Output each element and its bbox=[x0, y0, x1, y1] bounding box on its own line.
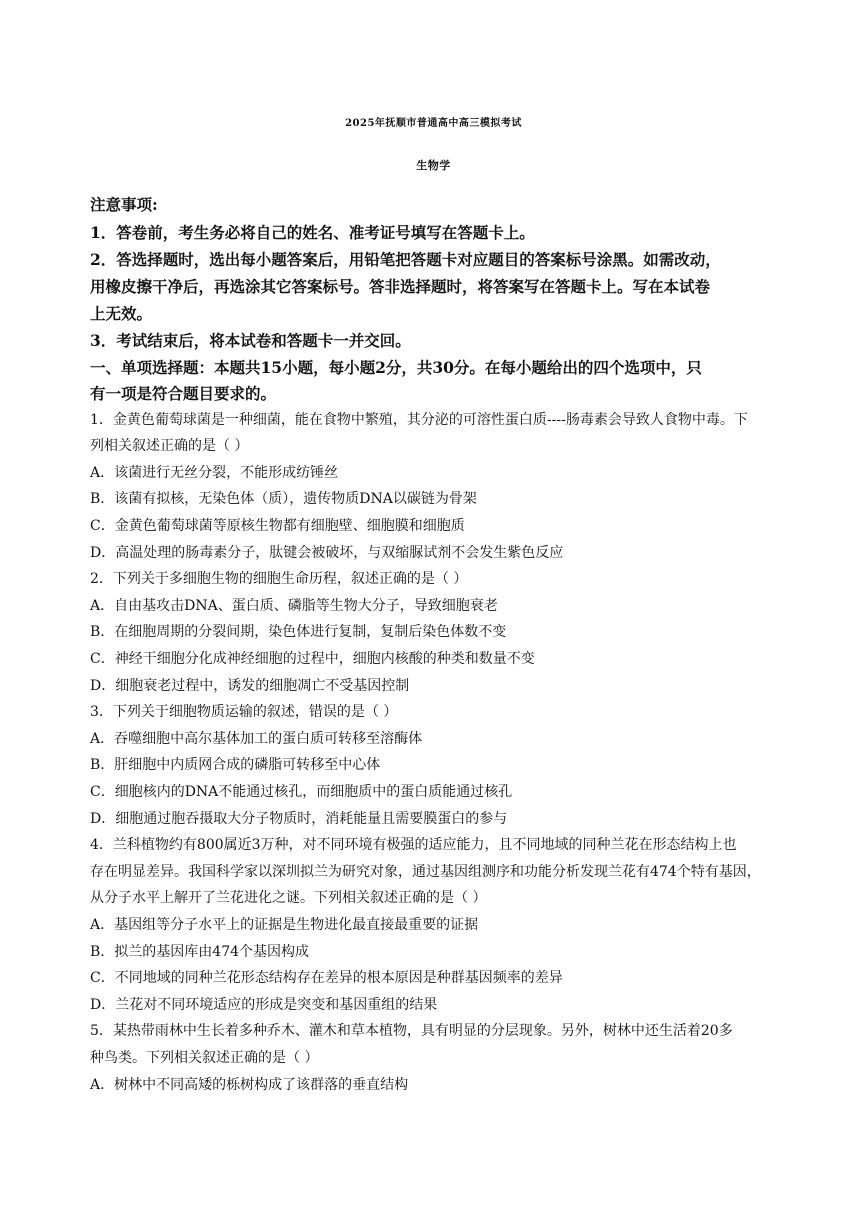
question-4-option-a: A．基因组等分子水平上的证据是生物进化最直接最重要的证据 bbox=[90, 917, 479, 933]
question-5-stem-line-2: 种鸟类。下列相关叙述正确的是（ ） bbox=[90, 1050, 319, 1066]
notice-item-2-line-3: 上无效。 bbox=[90, 304, 153, 323]
question-3-option-d: D．细胞通过胞吞摄取大分子物质时，消耗能量且需要膜蛋白的参与 bbox=[90, 811, 508, 827]
question-2-stem: 2．下列关于多细胞生物的细胞生命历程，叙述正确的是（ ） bbox=[90, 571, 468, 587]
question-2-option-c: C．神经干细胞分化成神经细胞的过程中，细胞内核酸的种类和数量不变 bbox=[90, 651, 535, 667]
question-3-stem: 3．下列关于细胞物质运输的叙述，错误的是（ ） bbox=[90, 704, 398, 720]
section-heading-line-2: 有一项是符合题目要求的。 bbox=[90, 384, 277, 403]
question-4-stem-line-2: 存在明显差异。我国科学家以深圳拟兰为研究对象，通过基因组测序和功能分析发现兰花有474个特有基因， bbox=[90, 864, 761, 880]
notice-item-2-line-1: 2．答选择题时，选出每小题答案后，用铅笔把答题卡对应题目的答案标号涂黑。如需改动， bbox=[90, 250, 721, 269]
question-5-stem-line-1: 5．某热带雨林中生长着多种乔木、灌木和草本植物，具有明显的分层现象。另外，树林中还生活着20多 bbox=[90, 1023, 733, 1039]
question-1-option-d: D．高温处理的肠毒素分子，肽键会被破坏，与双缩脲试剂不会发生紫色反应 bbox=[90, 545, 564, 561]
notice-item-2-line-2: 用橡皮擦干净后，再选涂其它答案标号。答非选择题时，将答案写在答题卡上。写在本试卷 bbox=[90, 277, 711, 296]
question-1-option-a: A．该菌进行无丝分裂，不能形成纺锤丝 bbox=[90, 465, 339, 481]
notice-item-1: 1．答卷前，考生务必将自己的姓名、准考证号填写在答题卡上。 bbox=[90, 223, 535, 242]
question-3-option-a: A．吞噬细胞中高尔基体加工的蛋白质可转移至溶酶体 bbox=[90, 731, 423, 747]
notice-item-3: 3．考试结束后，将本试卷和答题卡一并交回。 bbox=[90, 331, 411, 350]
question-1-stem-line-2: 列相关叙述正确的是（ ） bbox=[90, 438, 249, 454]
question-4-option-d: D．兰花对不同环境适应的形成是突变和基因重组的结果 bbox=[90, 997, 438, 1013]
question-4-stem-line-3: 从分子水平上解开了兰花进化之谜。下列相关叙述正确的是（ ） bbox=[90, 890, 487, 906]
question-1-option-c: C．金黄色葡萄球菌等原核生物都有细胞壁、细胞膜和细胞质 bbox=[90, 518, 465, 534]
question-5-option-a: A．树林中不同高矮的栎树构成了该群落的垂直结构 bbox=[90, 1077, 409, 1093]
question-4-stem-line-1: 4．兰科植物约有800属近3万种，对不同环境有极强的适应能力，且不同地域的同种兰花在形态结构上也 bbox=[90, 837, 737, 853]
exam-title: 2025年抚顺市普通高中高三模拟考试 bbox=[345, 118, 522, 129]
question-1-stem-line-1: 1．金黄色葡萄球菌是一种细菌，能在食物中繁殖，其分泌的可溶性蛋白质----肠毒素会导致人食物中毒。下 bbox=[90, 412, 748, 428]
question-4-option-c: C．不同地域的同种兰花形态结构存在差异的根本原因是种群基因频率的差异 bbox=[90, 970, 563, 986]
question-1-option-b: B．该菌有拟核，无染色体（质），遗传物质DNA以碳链为骨架 bbox=[90, 491, 477, 507]
notice-heading: 注意事项: bbox=[90, 195, 158, 214]
question-3-option-c: C．细胞核内的DNA不能通过核孔，而细胞质中的蛋白质能通过核孔 bbox=[90, 784, 513, 800]
question-4-option-b: B．拟兰的基因库由474个基因构成 bbox=[90, 944, 310, 960]
subject-title: 生物学 bbox=[416, 159, 451, 172]
question-2-option-a: A．自由基攻击DNA、蛋白质、磷脂等生物大分子，导致细胞衰老 bbox=[90, 598, 498, 614]
question-2-option-b: B．在细胞周期的分裂间期，染色体进行复制，复制后染色体数不变 bbox=[90, 624, 507, 640]
question-3-option-b: B．肝细胞中内质网合成的磷脂可转移至中心体 bbox=[90, 757, 381, 773]
section-heading-line-1: 一、单项选择题：本题共15小题，每小题2分，共30分。在每小题给出的四个选项中，只 bbox=[90, 358, 702, 377]
question-2-option-d: D．细胞衰老过程中，诱发的细胞凋亡不受基因控制 bbox=[90, 678, 410, 694]
